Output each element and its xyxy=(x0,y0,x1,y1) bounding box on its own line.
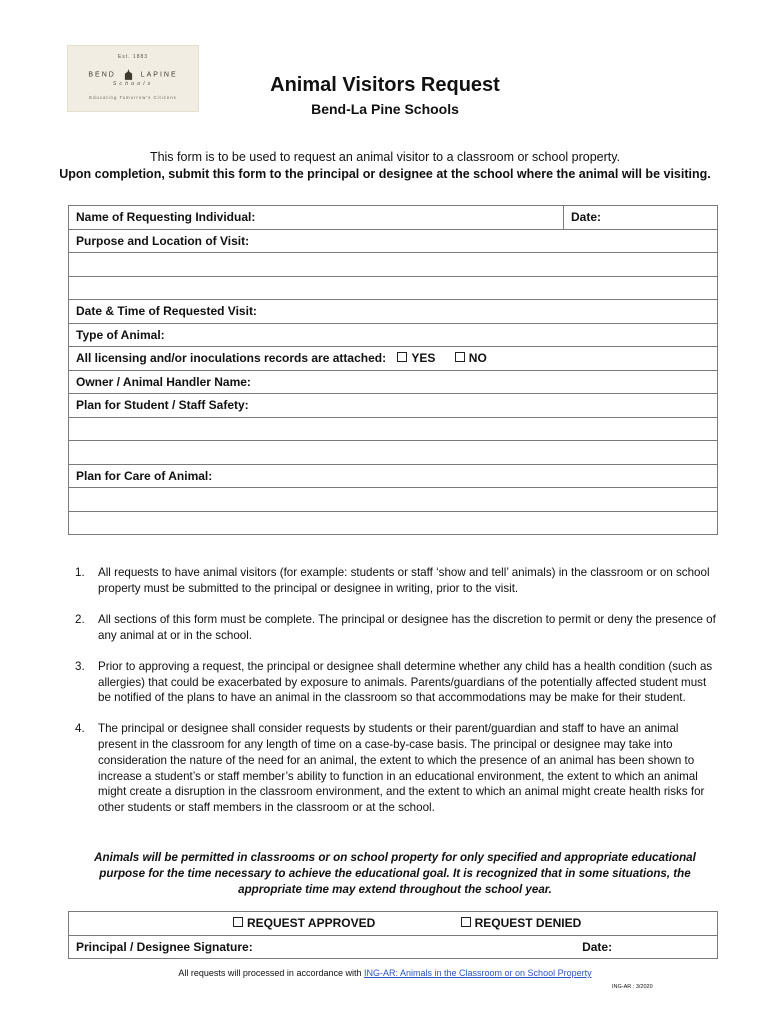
care-plan-line-1[interactable] xyxy=(69,488,718,512)
checkbox-icon xyxy=(461,917,471,927)
owner-field[interactable] xyxy=(69,370,718,394)
list-text: All sections of this form must be complete. The principal or designee has the discretion to permit or deny the presence of any animal at or in the school. xyxy=(98,612,716,642)
intro-instruction: Upon completion, submit this form to the principal or designee at the school where the animal will be visiting. xyxy=(59,167,711,181)
safety-plan-label: Plan for Student / Staff Safety: xyxy=(76,398,249,413)
requesting-individual-field[interactable] xyxy=(69,206,564,230)
checkbox-icon xyxy=(397,352,407,362)
request-date-label: Date: xyxy=(571,210,602,225)
purpose-line-1[interactable] xyxy=(69,253,718,277)
safety-plan-line-1[interactable] xyxy=(69,417,718,441)
approval-decision-row xyxy=(69,912,718,936)
denied-label: REQUEST DENIED xyxy=(474,916,582,931)
care-plan-label: Plan for Care of Animal: xyxy=(76,468,213,483)
no-checkbox[interactable] xyxy=(455,351,487,365)
footer-text: All requests will processed in accordance with xyxy=(178,968,362,978)
page-title: Animal Visitors Request xyxy=(270,74,500,96)
approval-table xyxy=(68,911,718,959)
list-item xyxy=(68,659,720,706)
denied-checkbox[interactable] xyxy=(461,916,582,930)
list-text: The principal or designee shall consider requests by students or their parent/guardian and staff to have an animal present in the classroom for any length of time on a case-by-case basis. The principal or designee may take into consideration the nature of the need for an animal, the extent to which the presence of an animal has been shown to increase a student’s or staff member’s ability to function in an educational environment, the extent to which an animal might create a disruption in the classroom environment, and the extent to which an animal might create health risks for other students or staff members in the classroom or at the school. xyxy=(98,722,705,814)
approved-checkbox[interactable] xyxy=(233,916,375,930)
logo-name-right: LAPINE xyxy=(140,71,178,79)
approved-label: REQUEST APPROVED xyxy=(247,916,376,931)
care-plan-field[interactable] xyxy=(69,464,718,488)
rules-list xyxy=(68,565,720,831)
list-item xyxy=(68,721,720,815)
licensing-row xyxy=(69,347,718,371)
list-text: All requests to have animal visitors (for example: students or staff ‘show and tell’ animals) in the classroom or on school property must be submitted to the principal or designee in writing, prior to the visit. xyxy=(98,566,710,595)
requested-visit-field[interactable] xyxy=(69,300,718,324)
closing-statement: Animals will be permitted in classrooms or on school property for only specified and appropriate educational purpose for the time necessary to achieve the educational goal. It is recognized that in some situations, the appropriate time may extend throughout the school year. xyxy=(94,851,696,896)
logo-est: Est. 1883 xyxy=(117,54,149,60)
checkbox-icon xyxy=(233,917,243,927)
list-text: Prior to approving a request, the principal or designee shall determine whether any child has a health condition (such as allergies) that could be exacerbated by exposure to animals. Parents/guardians of the potentially affected student must be notified of the plans to have an animal in the classroom so that accommodations may be make for their student. xyxy=(98,659,713,705)
list-number: 3. xyxy=(75,659,85,673)
page-subtitle: Bend-La Pine Schools xyxy=(311,101,459,117)
signature-date-label: Date: xyxy=(582,939,613,954)
yes-label: YES xyxy=(411,351,436,366)
animal-type-label: Type of Animal: xyxy=(76,327,165,342)
requested-visit-label: Date & Time of Requested Visit: xyxy=(76,304,257,319)
list-number: 1. xyxy=(75,566,85,579)
policy-link[interactable]: ING-AR: Animals in the Classroom or on School Property xyxy=(364,968,592,978)
safety-plan-field[interactable] xyxy=(69,394,718,418)
requesting-individual-label: Name of Requesting Individual: xyxy=(76,210,256,225)
list-item xyxy=(68,565,720,596)
document-reference: ING-AR : 3/2020 xyxy=(612,984,653,990)
purpose-label: Purpose and Location of Visit: xyxy=(76,233,250,248)
logo-schools: Schools xyxy=(112,81,154,87)
list-item xyxy=(68,612,720,643)
no-label: NO xyxy=(468,351,487,366)
purpose-field[interactable] xyxy=(69,229,718,253)
list-number: 4. xyxy=(75,722,85,736)
request-form-table xyxy=(68,205,718,535)
list-number: 2. xyxy=(75,612,85,626)
safety-plan-line-2[interactable] xyxy=(69,441,718,465)
intro-text: This form is to be used to request an animal visitor to a classroom or school property. xyxy=(149,150,621,164)
signature-label: Principal / Designee Signature: xyxy=(76,939,253,954)
yes-checkbox[interactable] xyxy=(397,351,435,365)
purpose-line-2[interactable] xyxy=(69,276,718,300)
owner-label: Owner / Animal Handler Name: xyxy=(76,374,251,389)
signature-row[interactable] xyxy=(69,935,718,959)
request-date-field[interactable] xyxy=(564,206,718,230)
animal-type-field[interactable] xyxy=(69,323,718,347)
footer-note xyxy=(0,968,770,978)
logo-tagline: Educating Tomorrow's Citizens xyxy=(89,95,177,100)
checkbox-icon xyxy=(455,352,465,362)
logo-name-left: BEND xyxy=(88,71,116,79)
licensing-label: All licensing and/or inoculations records are attached: xyxy=(76,351,387,366)
care-plan-line-2[interactable] xyxy=(69,511,718,535)
